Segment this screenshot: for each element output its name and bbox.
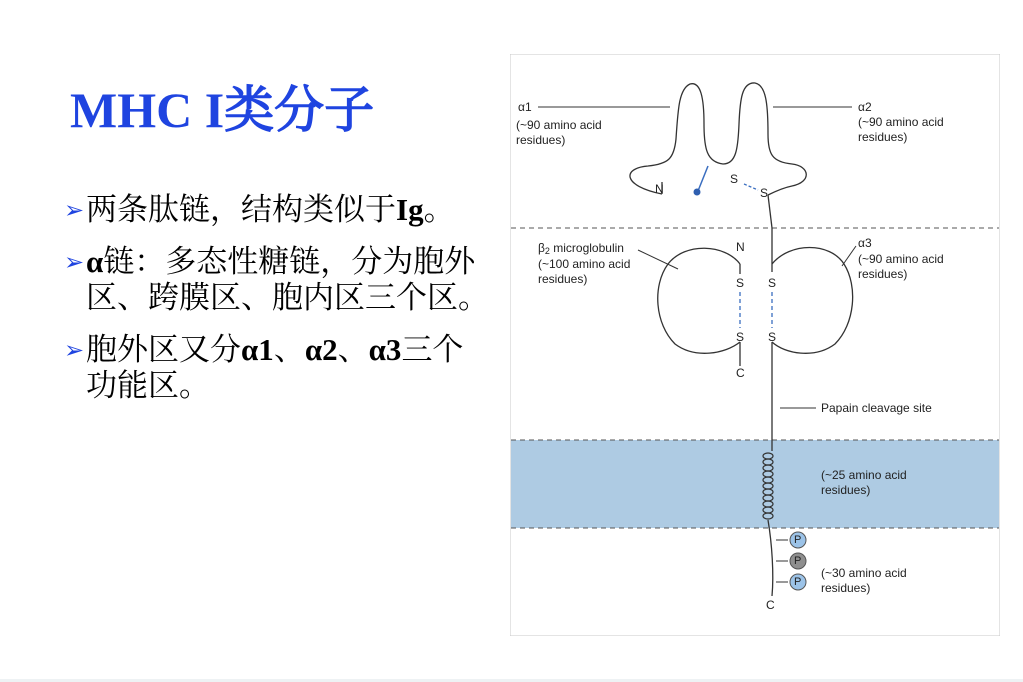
transmembrane-desc: (~25 amino acid residues): [821, 468, 907, 497]
bullet-bold: Ig: [396, 192, 424, 227]
beta2m-desc: (~100 amino acid residues): [538, 257, 631, 286]
cytoplasmic-desc: (~30 amino acid residues): [821, 566, 907, 595]
bullet-bold: α: [86, 244, 104, 279]
beta-subscript: 2: [544, 246, 550, 256]
beta2m-s-label: S: [736, 330, 745, 344]
alpha1-label: α1: [518, 100, 532, 114]
beta2m-s-label: S: [736, 276, 745, 290]
bullet-item: [64, 332, 494, 404]
papain-label: Papain cleavage site: [821, 401, 932, 415]
bullet-list: [64, 192, 494, 420]
bullet-bold: α1: [241, 332, 274, 367]
beta2m-name-text: microglobulin: [549, 241, 624, 255]
c-terminus-label: C: [766, 598, 775, 612]
beta-symbol: β: [538, 241, 545, 255]
beta2m-c-label: C: [736, 366, 745, 380]
mhc-class-i-diagram: [510, 54, 1000, 636]
bullet-text: [86, 192, 455, 228]
bullet-text: [86, 332, 494, 404]
alpha3-s-label: S: [768, 330, 777, 344]
bullet-text-part: 三个功能区。: [86, 332, 464, 404]
alpha3-label: α3: [858, 236, 872, 250]
arrow-bullet-icon: ➢: [64, 248, 85, 276]
bullet-bold: α3: [368, 332, 402, 367]
alpha3-s-label: S: [768, 276, 777, 290]
bullet-text-part: 两条肽链，结构类似于: [86, 192, 396, 228]
alpha3-desc: (~90 amino acid residues): [858, 252, 944, 281]
bullet-item: [64, 192, 494, 228]
arrow-bullet-icon: ➢: [64, 336, 85, 364]
slide-title: MHC I类分子: [70, 82, 375, 138]
phosphate-p-label: P: [794, 534, 802, 546]
bullet-text-part: 链：多态性糖链，分为胞外区、跨膜区、胞内区三个区。: [86, 244, 489, 316]
alpha2-label: α2: [858, 100, 872, 114]
beta2m-n-label: N: [736, 240, 745, 254]
bullet-text-part: 胞外区又分: [86, 332, 241, 368]
alpha2-desc: (~90 amino acid residues): [858, 115, 944, 144]
bullet-text-part: 。: [423, 192, 455, 228]
bullet-text-part: 、: [273, 332, 305, 368]
disulfide-s-label: S: [760, 186, 769, 200]
bullet-text: [86, 244, 494, 316]
disulfide-s-label: S: [730, 172, 739, 186]
phosphate-p-label: P: [794, 555, 802, 567]
n-terminus-label: N: [655, 182, 664, 196]
phosphate-p-label: P: [794, 576, 802, 588]
glycan-dot: [694, 189, 701, 196]
alpha1-desc: (~90 amino acid residues): [516, 118, 602, 147]
bullet-item: [64, 244, 494, 316]
bullet-bold: α2: [304, 332, 338, 367]
bullet-text-part: 、: [337, 332, 369, 368]
arrow-bullet-icon: ➢: [64, 196, 85, 224]
